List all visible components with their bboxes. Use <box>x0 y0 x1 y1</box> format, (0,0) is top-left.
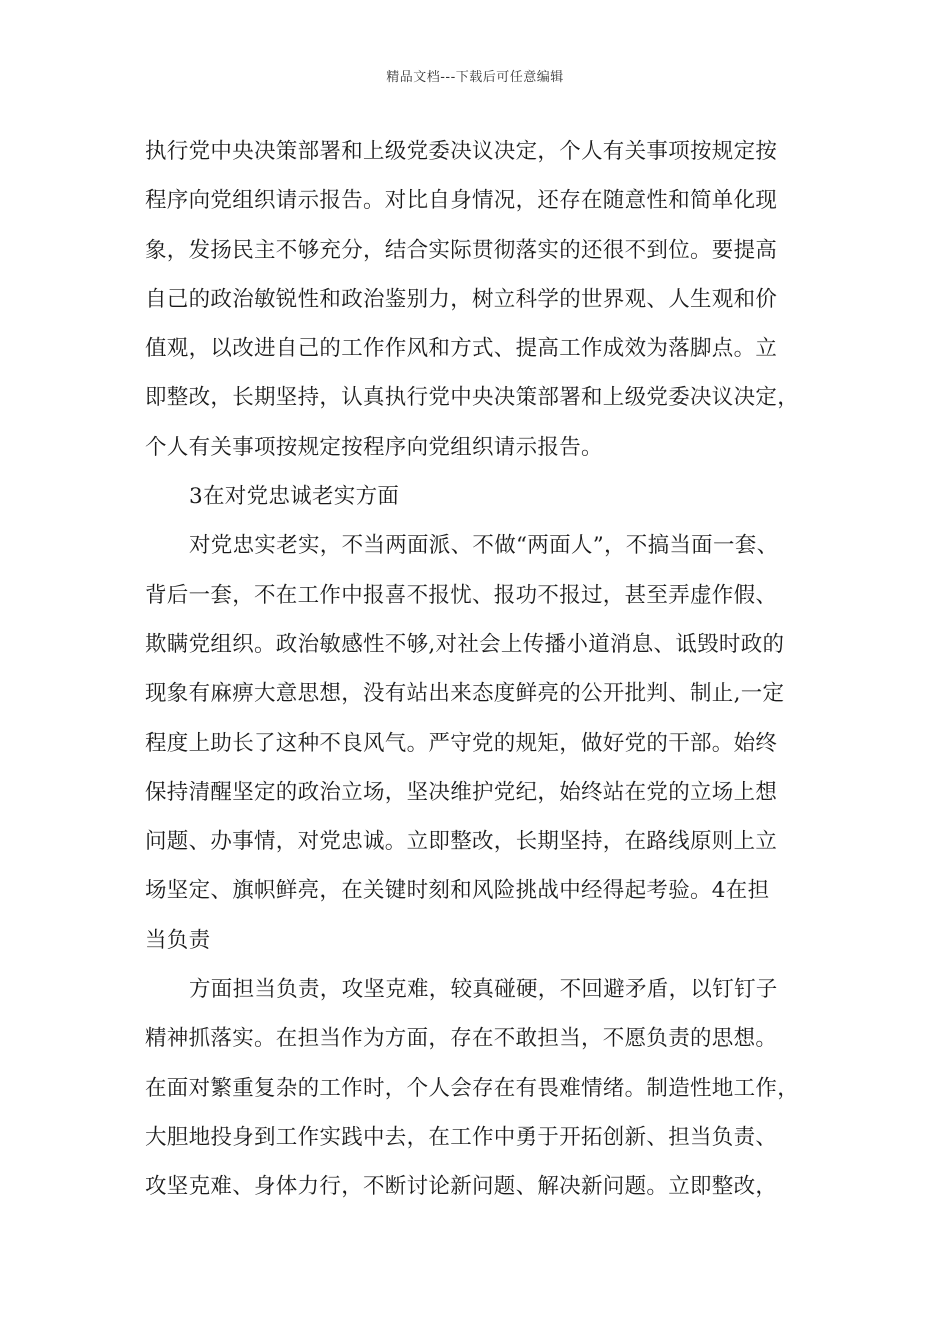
text-line: 当负责 <box>145 927 211 953</box>
text-line: 程序向党组织请示报告。对比自身情况，还存在随意性和简单化现 <box>145 188 778 214</box>
text-line: 个人有关事项按规定按程序向党组织请示报告。 <box>145 434 603 460</box>
document-body <box>145 132 815 1217</box>
paragraph-first-line: 方面担当负责，攻坚克难，较真碰硬，不回避矛盾，以钉钉子 <box>189 977 778 1003</box>
text-line: 执行党中央决策部署和上级党委决议决定，个人有关事项按规定按 <box>145 139 778 164</box>
text-line: 问题、办事情，对党忠诚。立即整改，长期坚持，在路线原则上立 <box>145 829 778 855</box>
text-line: 即整改，长期坚持，认真执行党中央决策部署和上级党委决议决定， <box>145 385 800 411</box>
text-line: 程度上助长了这种不良风气。严守党的规矩，做好党的干部。始终 <box>145 730 778 756</box>
section-heading: 3在对党忠诚老实方面 <box>189 484 400 510</box>
text-line: 场坚定、旗帜鲜亮，在关键时刻和风险挑战中经得起考验。4在担 <box>145 878 770 904</box>
text-line: 大胆地投身到工作实践中去，在工作中勇于开拓创新、担当负责、 <box>145 1124 778 1150</box>
text-line: 欺瞒党组织。政治敏感性不够,对社会上传播小道消息、诋毁时政的 <box>145 631 785 657</box>
text-line: 自己的政治敏锐性和政治鉴别力，树立科学的世界观、人生观和价 <box>145 286 778 312</box>
text-line: 现象有麻痹大意思想，没有站出来态度鲜亮的公开批判、制止,一定 <box>145 681 785 707</box>
paragraph-first-line: 对党忠实老实，不当两面派、不做“两面人”，不搞当面一套、 <box>189 533 779 559</box>
page-header: 精品文档---下载后可任意编辑 <box>386 70 564 85</box>
text-line: 攻坚克难、身体力行，不断讨论新问题、解决新问题。立即整改， <box>145 1174 778 1200</box>
text-line: 象，发扬民主不够充分，结合实际贯彻落实的还很不到位。要提高 <box>145 237 778 263</box>
text-line: 在面对繁重复杂的工作时，个人会存在有畏难情绪。制造性地工作， <box>145 1075 800 1101</box>
text-line: 背后一套，不在工作中报喜不报忧、报功不报过，甚至弄虚作假、 <box>145 582 778 608</box>
text-line: 值观，以改进自己的工作作风和方式、提高工作成效为落脚点。立 <box>145 336 778 362</box>
text-line: 精神抓落实。在担当作为方面，存在不敢担当，不愿负责的思想。 <box>145 1026 778 1052</box>
text-line: 保持清醒坚定的政治立场，坚决维护党纪，始终站在党的立场上想 <box>145 779 778 805</box>
